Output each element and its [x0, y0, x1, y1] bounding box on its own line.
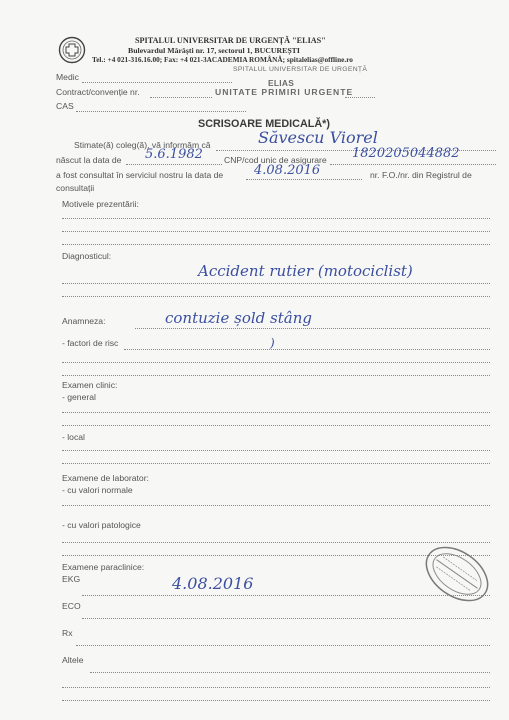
rx-label: Rx — [62, 628, 73, 638]
normale-label: - cu valori normale — [62, 485, 133, 495]
general-label: - general — [62, 392, 96, 402]
patologice-label: - cu valori patologice — [62, 520, 141, 530]
stamp-line-3: UNITATE PRIMIRI URGENTE — [215, 87, 354, 97]
diagnostic-label: Diagnosticul: — [62, 251, 112, 261]
factori-mark: ) — [270, 336, 275, 350]
contract-label: Contract/convenție nr. — [56, 87, 140, 97]
motive-label: Motivele prezentării: — [62, 199, 139, 209]
paraclinice-label: Examene paraclinice: — [62, 562, 145, 572]
birth-label: născut la data de — [56, 155, 122, 165]
cnp-label: CNP/cod unic de asigurare — [224, 155, 327, 165]
stamp-line-1: SPITALUL UNIVERSITAR DE URGENȚĂ — [233, 66, 368, 73]
patient-cnp: 1820205044882 — [352, 146, 460, 161]
hospital-address: Bulevardul Mărăști nr. 17, sectorul 1, BUCUREȘTI — [128, 46, 300, 55]
ekg-value: 4.08.2016 — [172, 574, 254, 593]
document-title: SCRISOARE MEDICALĂ*) — [198, 118, 330, 130]
hospital-name: SPITALUL UNIVERSITAR DE URGENȚĂ "ELIAS" — [135, 36, 326, 45]
laborator-label: Examene de laborator: — [62, 473, 149, 483]
consult-label: a fost consultat în serviciul nostru la data de — [56, 170, 224, 180]
diagnostic-value: Accident rutier (motociclist) — [198, 262, 413, 280]
patient-name: Săvescu Viorel — [258, 128, 378, 147]
cas-label: CAS — [56, 101, 74, 111]
factori-label: - factori de risc — [62, 338, 119, 348]
consultatii-label: consultații — [56, 183, 95, 193]
altele-label: Altele — [62, 655, 84, 665]
round-stamp-icon — [418, 535, 496, 613]
birth-date: 5.6.1982 — [145, 147, 203, 162]
anamneza-label: Anamneza: — [62, 316, 106, 326]
anamneza-value: contuzie șold stâng — [165, 309, 312, 327]
local-label: - local — [62, 432, 85, 442]
examen-clinic-label: Examen clinic: — [62, 380, 118, 390]
consult-date: 4.08.2016 — [254, 163, 321, 178]
ekg-label: EKG — [62, 574, 81, 584]
stamp-line-2: ELIAS — [268, 78, 295, 88]
fo-label: nr. F.O./nr. din Registrul de — [370, 170, 472, 180]
medic-label: Medic — [56, 72, 79, 82]
hospital-contact: Tel.: +4 021-316.16.00; Fax: +4 021-3ACADEMIA ROMÂNĂ; spitalelias@offline.ro — [92, 55, 353, 64]
eco-label: ECO — [62, 601, 81, 611]
hospital-logo-icon — [58, 36, 86, 64]
intro-text: Stimate(ă) coleg(ă), vă informăm că — [74, 140, 211, 150]
